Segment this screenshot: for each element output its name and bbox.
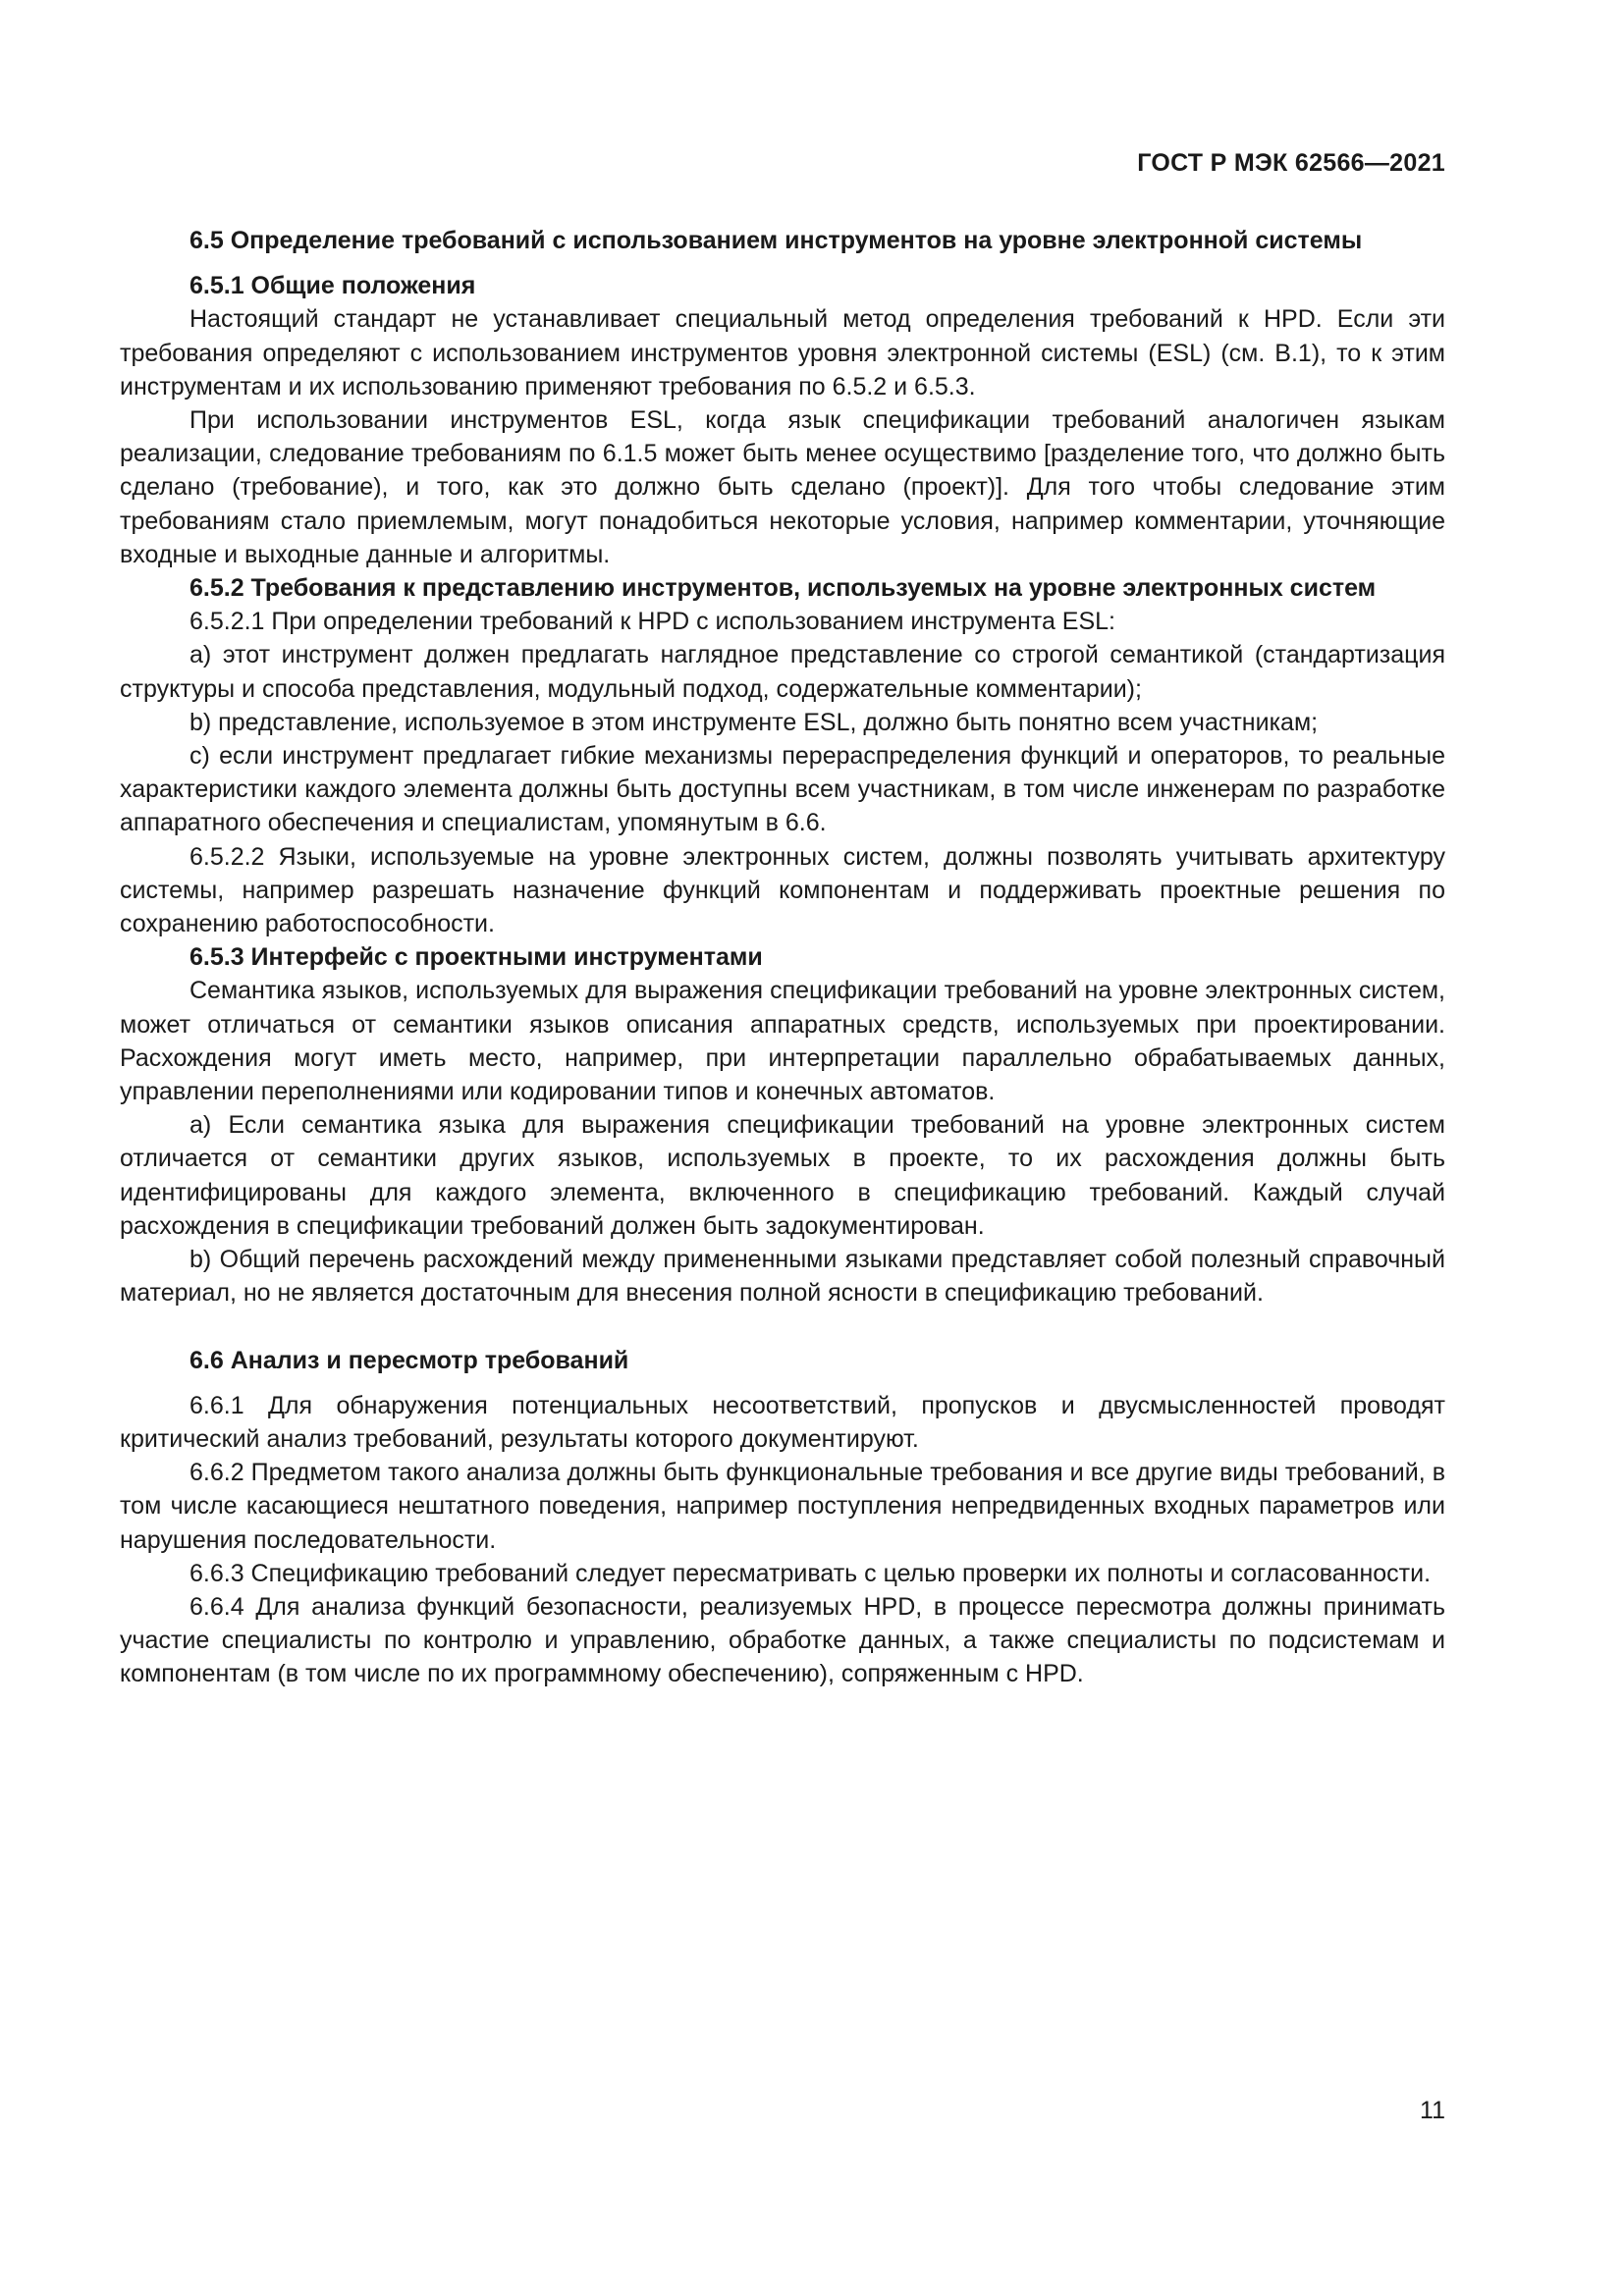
section-6-5-2-1-item-a: a) этот инструмент должен предлагать наглядное представление со строгой семантикой (стандартизация структуры и способа представления, модульный подход, содержательные комментарии);: [120, 641, 1445, 703]
section-6-5-2-1-paragraph: 6.5.2.1 При определении требований к HPD с использованием инструмента ESL:: [189, 608, 1116, 636]
section-6-5-2-1-item-b: b) представление, используемое в этом инструменте ESL, должно быть понятно всем участникам;: [189, 708, 1319, 736]
section-6-5-3-item-b: b) Общий перечень расхождений между примененными языками представляет собой полезный справочный материал, но не является достаточным для внесения полной ясности в спецификацию требований.: [120, 1246, 1445, 1308]
section-6-5-1-paragraph-2: При использовании инструментов ESL, когда язык спецификации требований аналогичен языкам реализации, следование требованиям по 6.1.5 может быть менее осуществимо [разделение того, что должно быть сделано (требование), и того, как это должно быть сделано (проект)]. Для того чтобы следование этим требованиям стало приемлемым, могут понадобиться некоторые условия, например комментарии, уточняющие входные и выходные данные и алгоритмы.: [120, 406, 1445, 568]
section-6-6-2-paragraph: 6.6.2 Предметом такого анализа должны быть функциональные требования и все другие виды требований, в том числе касающиеся нештатного поведения, например поступления непредвиденных входных параметров или нарушения последовательности.: [120, 1459, 1445, 1554]
section-6-5-3-paragraph: Семантика языков, используемых для выражения спецификации требований на уровне электронных систем, может отличаться от семантики языков описания аппаратных средств, используемых при проектировании. Расхождения могут иметь место, например, при интерпретации параллельно обрабатываемых данных, управлении переполнениями или кодировании типов и конечных автоматов.: [120, 977, 1445, 1106]
section-6-5-3-item-a: a) Если семантика языка для выражения спецификации требований на уровне электронных систем отличается от семантики других языков, используемых в проекте, то их расхождения должны быть идентифицированы для каждого элемента, включенного в спецификацию требований. Каждый случай расхождения в спецификации требований должен быть задокументирован.: [120, 1111, 1445, 1240]
section-6-5-1-heading: 6.5.1 Общие положения: [189, 272, 476, 300]
section-6-5-heading: 6.5 Определение требований с использованием инструментов на уровне электронной системы: [189, 227, 1363, 254]
document-body: [120, 224, 1445, 1691]
section-6-5-2-1-item-c: c) если инструмент предлагает гибкие механизмы перераспределения функций и операторов, то реальные характеристики каждого элемента должны быть доступны всем участникам, в том числе инженерам по разработке аппаратного обеспечения и специалистам, упомянутым в 6.6.: [120, 742, 1445, 837]
section-6-5-2-2-paragraph: 6.5.2.2 Языки, используемые на уровне электронных систем, должны позволять учитывать архитектуру системы, например разрешать назначение функций компонентам и поддерживать проектные решения по сохранению работоспособности.: [120, 842, 1445, 938]
section-6-6-3-paragraph: 6.6.3 Спецификацию требований следует пересматривать с целью проверки их полноты и согласованности.: [189, 1559, 1432, 1587]
section-6-5-1-paragraph-1: Настоящий стандарт не устанавливает специальный метод определения требований к HPD. Если эти требования определяют с использованием инструментов уровня электронной системы (ESL) (см. В.1), то к этим инструментам и их использованию применяют требования по 6.5.2 и 6.5.3.: [120, 305, 1445, 400]
section-6-6-heading: 6.6 Анализ и пересмотр требований: [189, 1346, 629, 1374]
section-6-5-2-heading: 6.5.2 Требования к представлению инструментов, используемых на уровне электронных систем: [189, 574, 1377, 603]
section-6-6-1-paragraph: 6.6.1 Для обнаружения потенциальных несоответствий, пропусков и двусмысленностей проводят критический анализ требований, результаты которого документируют.: [120, 1391, 1445, 1453]
section-6-5-3-heading: 6.5.3 Интерфейс с проектными инструментами: [189, 943, 763, 972]
page-number: 11: [1420, 2097, 1445, 2124]
document-id-header: ГОСТ Р МЭК 62566—2021: [1137, 149, 1445, 177]
section-6-6-4-paragraph: 6.6.4 Для анализа функций безопасности, реализуемых HPD, в процессе пересмотра должны принимать участие специалисты по контролю и управлению, обработке данных, а также специалисты по подсистемам и компонентам (в том числе по их программному обеспечению), сопряженным с HPD.: [120, 1592, 1445, 1688]
